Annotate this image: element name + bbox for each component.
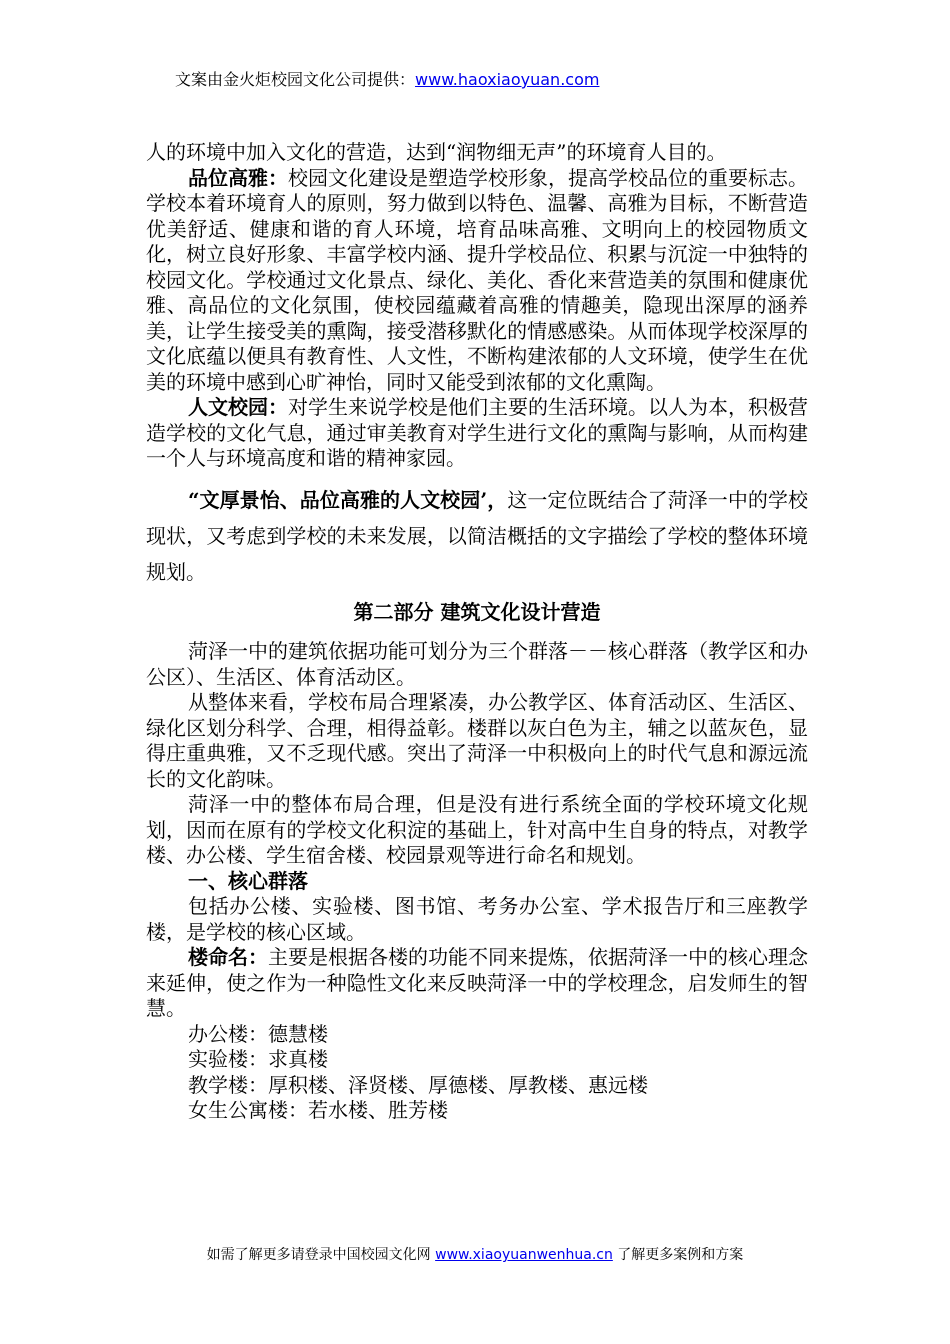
paragraph-humanistic-campus xyxy=(146,395,808,472)
list-item-office-building: 办公楼：德慧楼 xyxy=(188,1021,328,1046)
header-website-link[interactable]: www.haoxiaoyuan.com xyxy=(415,70,600,89)
label-positioning: “文厚景怡、品位高雅的人文校园’， xyxy=(188,487,508,512)
text-positioning: 这一定位既结合了菏泽一中的学校现状，又考虑到学校的未来发展，以简洁概括的文字描绘了学校的整体环境规划。 xyxy=(146,487,809,584)
text-elegant-taste: 校园文化建设是塑造学校形象，提高学校品位的重要标志。学校本着环境育人的原则，努力做到以特色、温馨、高雅为目标，不断营造优美舒适、健康和谐的育人环境，培育品味高雅、文明向上的校园物质文化，树立良好形象、丰富学校内涵、提升学校品位、积累与沉淀一中独特的校园文化。学校通过文化景点、绿化、美化、香化来营造美的氛围和健康优雅、高品位的文化氛围，使校园蕴藏着高雅的情趣美，隐现出深厚的涵养美，让学生接受美的熏陶，接受潜移默化的情感感染。从而体现学校深厚的文化底蕴以便具有教育性、人文性，不断构建浓郁的人文环境，使学生在优美的环境中感到心旷神怡，同时又能受到浓郁的文化熏陶。 xyxy=(146,165,808,394)
label-humanistic-campus: 人文校园： xyxy=(188,395,288,419)
paragraph-planning: 菏泽一中的整体布局合理，但是没有进行系统全面的学校环境文化规划，因而在原有的学校文化积淀的基础上，针对高中生自身的特点，对教学楼、办公楼、学生宿舍楼、校园景观等进行命名和规划。 xyxy=(146,792,808,867)
paragraph-core-buildings: 包括办公楼、实验楼、图书馆、考务办公室、学术报告厅和三座教学楼，是学校的核心区域。 xyxy=(146,894,808,944)
page-footer xyxy=(0,1245,950,1265)
list-item-lab-building: 实验楼：求真楼 xyxy=(188,1047,328,1071)
text-humanistic-campus: 对学生来说学校是他们主要的生活环境。以人为本，积极营造学校的文化气息，通过审美教育对学生进行文化的熏陶与影响，从而构建一个人与环境高度和谐的精神家园。 xyxy=(146,395,808,470)
footer-website-link[interactable]: www.xiaoyuanwenhua.cn xyxy=(435,1247,613,1263)
label-building-naming: 楼命名： xyxy=(188,945,268,969)
heading-core-group: 一、核心群落 xyxy=(188,868,308,893)
list-item-teaching-buildings: 教学楼：厚积楼、泽贤楼、厚德楼、厚教楼、惠远楼 xyxy=(188,1072,648,1097)
page-header xyxy=(175,68,599,92)
document-body xyxy=(146,140,808,1124)
text-building-naming: 主要是根据各楼的功能不同来提炼，依据菏泽一中的核心理念来延伸，使之作为一种隐性文化来反映菏泽一中的学校理念，启发师生的智慧。 xyxy=(146,945,808,1020)
paragraph-positioning xyxy=(146,482,808,590)
paragraph-overall-layout: 从整体来看，学校布局合理紧凑，办公教学区、体育活动区、生活区、绿化区划分科学、合理，相得益彰。楼群以灰白色为主，辅之以蓝灰色，显得庄重典雅，又不乏现代感。突出了菏泽一中积极向上的时代气息和源远流长的文化韵味。 xyxy=(146,690,808,791)
list-item-girls-dorm: 女生公寓楼：若水楼、胜芳楼 xyxy=(188,1098,448,1122)
header-provider-text: 文案由金火炬校园文化公司提供： xyxy=(175,70,416,89)
paragraph-building-naming xyxy=(146,945,808,1022)
label-elegant-taste: 品位高雅： xyxy=(188,165,288,190)
paragraph-environment-culture: 人的环境中加入文化的营造，达到“润物细无声”的环境育人目的。 xyxy=(146,140,727,164)
paragraph-elegant-taste xyxy=(146,166,808,396)
paragraph-building-groups: 菏泽一中的建筑依据功能可划分为三个群落－－核心群落（教学区和办公区）、生活区、体育活动区。 xyxy=(146,639,808,689)
section-title: 第二部分 建筑文化设计营造 xyxy=(353,599,601,624)
footer-suffix-text: 了解更多案例和方案 xyxy=(612,1247,744,1263)
footer-prefix-text: 如需了解更多请登录中国校园文化网 xyxy=(206,1247,436,1263)
